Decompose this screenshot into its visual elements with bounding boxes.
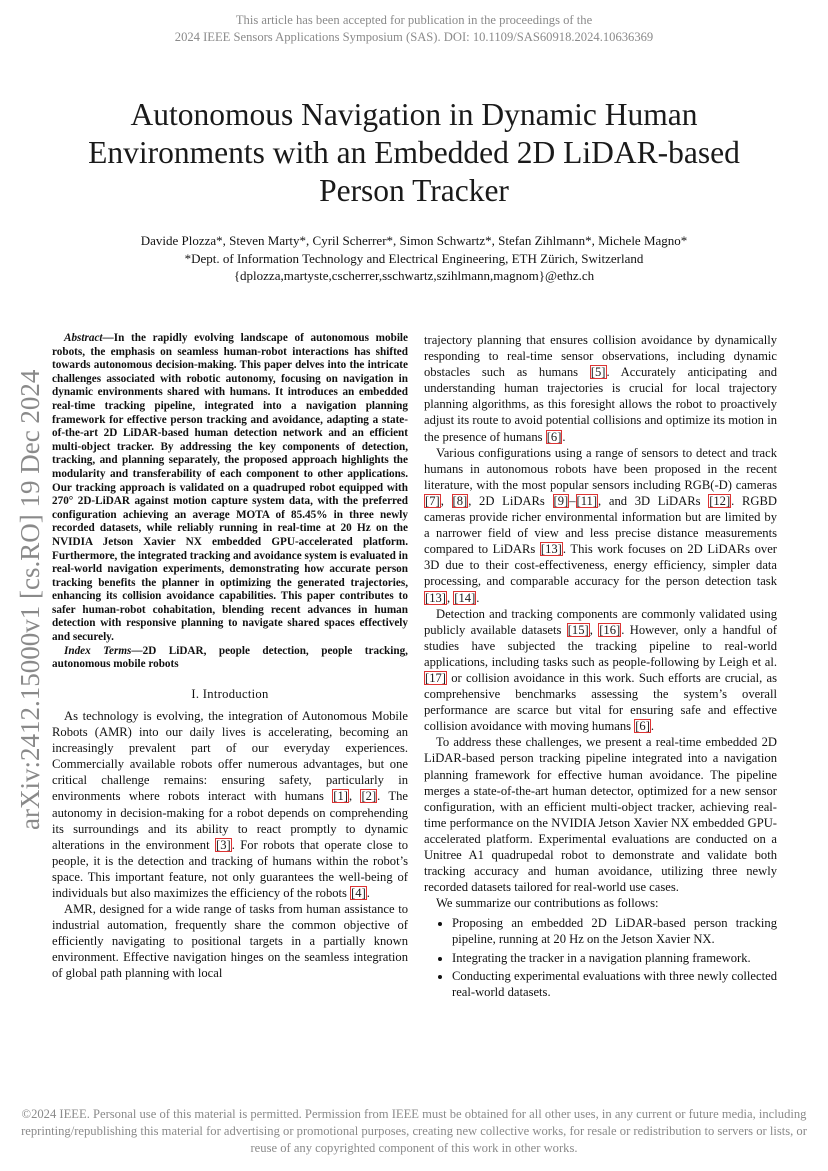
right-column — [424, 332, 777, 1002]
left-column — [52, 332, 408, 982]
author-affiliation: *Dept. of Information Technology and Electrical Engineering, ETH Zürich, Switzerland — [184, 250, 644, 266]
paper-title — [40, 96, 788, 210]
citation-link[interactable]: [7] — [425, 493, 440, 508]
publication-notice-line2: 2024 IEEE Sensors Applications Symposium (SAS). DOI: 10.1109/SAS60918.2024.10636369 — [174, 30, 654, 44]
intro-paragraph-1: As technology is evolving, the integration of Autonomous Mobile Robots (AMR) into our daily lives is accelerating, becoming an increasingly prevalent part of our everyday experiences. Commercially available robots offer numerous advantages, but one critical challenge remains: ensuring safety, particularly in environments where robots interact with humans [1], [2]. The autonomy in decision-making for a robot depends on comprehending its surroundings and its ability to react promptly to dynamic alterations in the environment [3]. For robots that operate close to people, it is the detection and tracking of humans within the robot’s space. This important feature, not only guarantees the well-being of individuals but also maximizes the efficiency of the robots [4]. — [52, 708, 409, 900]
citation-link[interactable]: [11] — [576, 493, 598, 508]
citation-link[interactable]: [1] — [333, 789, 348, 804]
publication-notice — [0, 12, 828, 46]
citation-link[interactable]: [6] — [635, 719, 650, 734]
title-line2: Environments with an Embedded 2D LiDAR-based — [88, 135, 740, 170]
intro-paragraph-5: To address these challenges, we present a real-time embedded 2D LiDAR-based person tracking pipeline integrated into a navigation planning framework for effective human avoidance. The pipeline merges a state-of-the-art human detector, optimized for a new sensor configuration, with an efficient multi-object tracker, achieving real-time performance on the NVIDIA Jetson Xavier NX embedded GPU-accelerated platform. Experimental evaluations are conducted on a Unitree A1 quadrupedal robot to demonstrate and validate both tracking accuracy and human avoidance, utilizing three newly recorded datasets tailored for real-world use cases. — [424, 735, 777, 895]
copyright-footer: ©2024 IEEE. Personal use of this material is permitted. Permission from IEEE must be obtained for all other uses, in any current or future media, including reprinting/republishing this material for advertising or promotional purposes, creating new collective works, for resale or redistribution to servers or lists, or reuse of any copyrighted component of this work in other works. — [21, 1107, 807, 1155]
author-block — [40, 232, 788, 285]
citation-link[interactable]: [9] — [553, 493, 569, 508]
contribution-item: • Proposing an embedded 2D LiDAR-based person tracking pipeline, running at 20 Hz on the Jetson Xavier NX. — [452, 915, 777, 947]
citation-link[interactable]: [16] — [599, 622, 621, 637]
author-emails: {dplozza,martyste,cscherrer,sschwartz,szihlmann,magnom}@ethz.ch — [233, 268, 595, 283]
citation-link[interactable]: [15] — [567, 622, 589, 637]
author-names: Davide Plozza*, Steven Marty*, Cyril Scherrer*, Simon Schwartz*, Stefan Zihlmann*, Michele Magno* — [140, 233, 688, 248]
citation-link[interactable]: [14] — [454, 590, 476, 605]
abstract — [52, 332, 408, 645]
index-terms-label: Index Terms — [64, 644, 132, 657]
citation-link[interactable]: [12] — [709, 493, 731, 508]
citation-link[interactable]: [3] — [216, 837, 231, 852]
citation-link[interactable]: [17] — [425, 670, 446, 685]
index-terms-text: —2D LiDAR, people detection, people tracking, autonomous mobile robots — [52, 644, 408, 671]
abstract-text: —In the rapidly evolving landscape of autonomous mobile robots, the emphasis on seamless human-robot interactions has shifted towards autonomous decision-making. This paper delves into the intricate challenges associated with robotic autonomy, focusing on navigation in dynamic environments shared with humans. It introduces an embedded real-time tracking pipeline, integrated into a navigation planning framework for effective person tracking and avoidance, adapting a state-of-the-art 2D LiDAR-based human detection network and an efficient multi-object tracker. By addressing the key components of detection, tracking, and planning separately, the proposed approach highlights the modularity and transferability of each component to other applications. Our tracking approach is validated on a quadruped robot equipped with 270° 2D-LiDAR against motion capture system data, with the preferred configuration achieving an average MOTA of 85.45% in three newly recorded datasets, while reliably running in real-time at 20 Hz on the NVIDIA Jetson Xavier NX embedded GPU-accelerated platform. Furthermore, the integrated tracking and avoidance system is evaluated in real-world navigation experiments, demonstrating how accurate person tracking benefits the planner in optimizing the generated trajectories, enhancing its collision avoidance capabilities. This paper contributes to safer human-robot cohabitation, blending recent advances in human detection with responsive planning to navigate shared spaces effectively and securely. — [52, 332, 408, 644]
contribution-item: • Conducting experimental evaluations with three newly collected real-world datasets. — [452, 968, 777, 1000]
abstract-label: Abstract — [64, 332, 103, 344]
title-line3: Person Tracker — [319, 173, 509, 208]
section-heading-introduction: I. Introduction — [191, 686, 269, 701]
citation-link[interactable]: [5] — [590, 365, 606, 380]
intro-paragraph-2-continued: trajectory planning that ensures collision avoidance by dynamically responding to real-time sensor observations, including dynamic obstacles such as humans [5]. Accurately anticipating and understanding human trajectories is crucial for local trajectory planning algorithms, as this foresight allows the robot to proactively adjust its route to avoid potential collisions and optimize its motion in the presence of humans [6]. — [424, 333, 777, 444]
intro-paragraph-2: AMR, designed for a wide range of tasks from human assistance to industrial automation, frequently share the common objective of efficiently navigating to positional targets in a partially known environment. Effective navigation hinges on the seamless integration of global path planning with local — [52, 902, 408, 981]
index-terms — [52, 645, 408, 672]
citation-link[interactable]: [4] — [351, 885, 366, 900]
intro-paragraph-3: Various configurations using a range of sensors to detect and track humans in autonomous robots have been proposed in the recent literature, with the most popular sensors including RGB(-D) cameras [7], [8], 2D LiDARs [9]–[11], and 3D LiDARs [12]. RGBD cameras provide richer environmental information but are limited by a narrower field of view and less precise distance measurements compared to LiDARs [13]. This work focuses on 2D LiDARs over 3D due to their cost-effectiveness, energy efficiency, simpler data processing, and comparable accuracy for the person detection task [13], [14]. — [424, 445, 777, 605]
contributions-intro: We summarize our contributions as follows: — [436, 896, 659, 911]
title-line1: Autonomous Navigation in Dynamic Human — [130, 97, 698, 132]
contributions-list — [424, 915, 777, 999]
publication-notice-line1: This article has been accepted for publication in the proceedings of the — [235, 13, 593, 27]
citation-link[interactable]: [6] — [546, 429, 562, 444]
citation-link[interactable]: [8] — [452, 493, 468, 508]
contribution-item: • Integrating the tracker in a navigation planning framework. — [452, 950, 777, 966]
citation-link[interactable]: [13] — [425, 590, 446, 605]
citation-link[interactable]: [2] — [361, 789, 377, 804]
arxiv-stamp: arXiv:2412.15000v1 [cs.RO] 19 Dec 2024 — [15, 369, 45, 831]
citation-link[interactable]: [13] — [540, 542, 562, 557]
intro-paragraph-4: Detection and tracking components are commonly validated using publicly available datasets [15], [16]. However, only a handful of studies have subjected the tracking pipeline to real-world applications, including tasks such as people-following by Leigh et al. [17] or collision avoidance in this work. Such efforts are crucial, as comprehensive benchmarks assessing the system’s overall performance are scarce but vital for ensuring safe and effective collision avoidance with moving humans [6]. — [424, 606, 777, 734]
